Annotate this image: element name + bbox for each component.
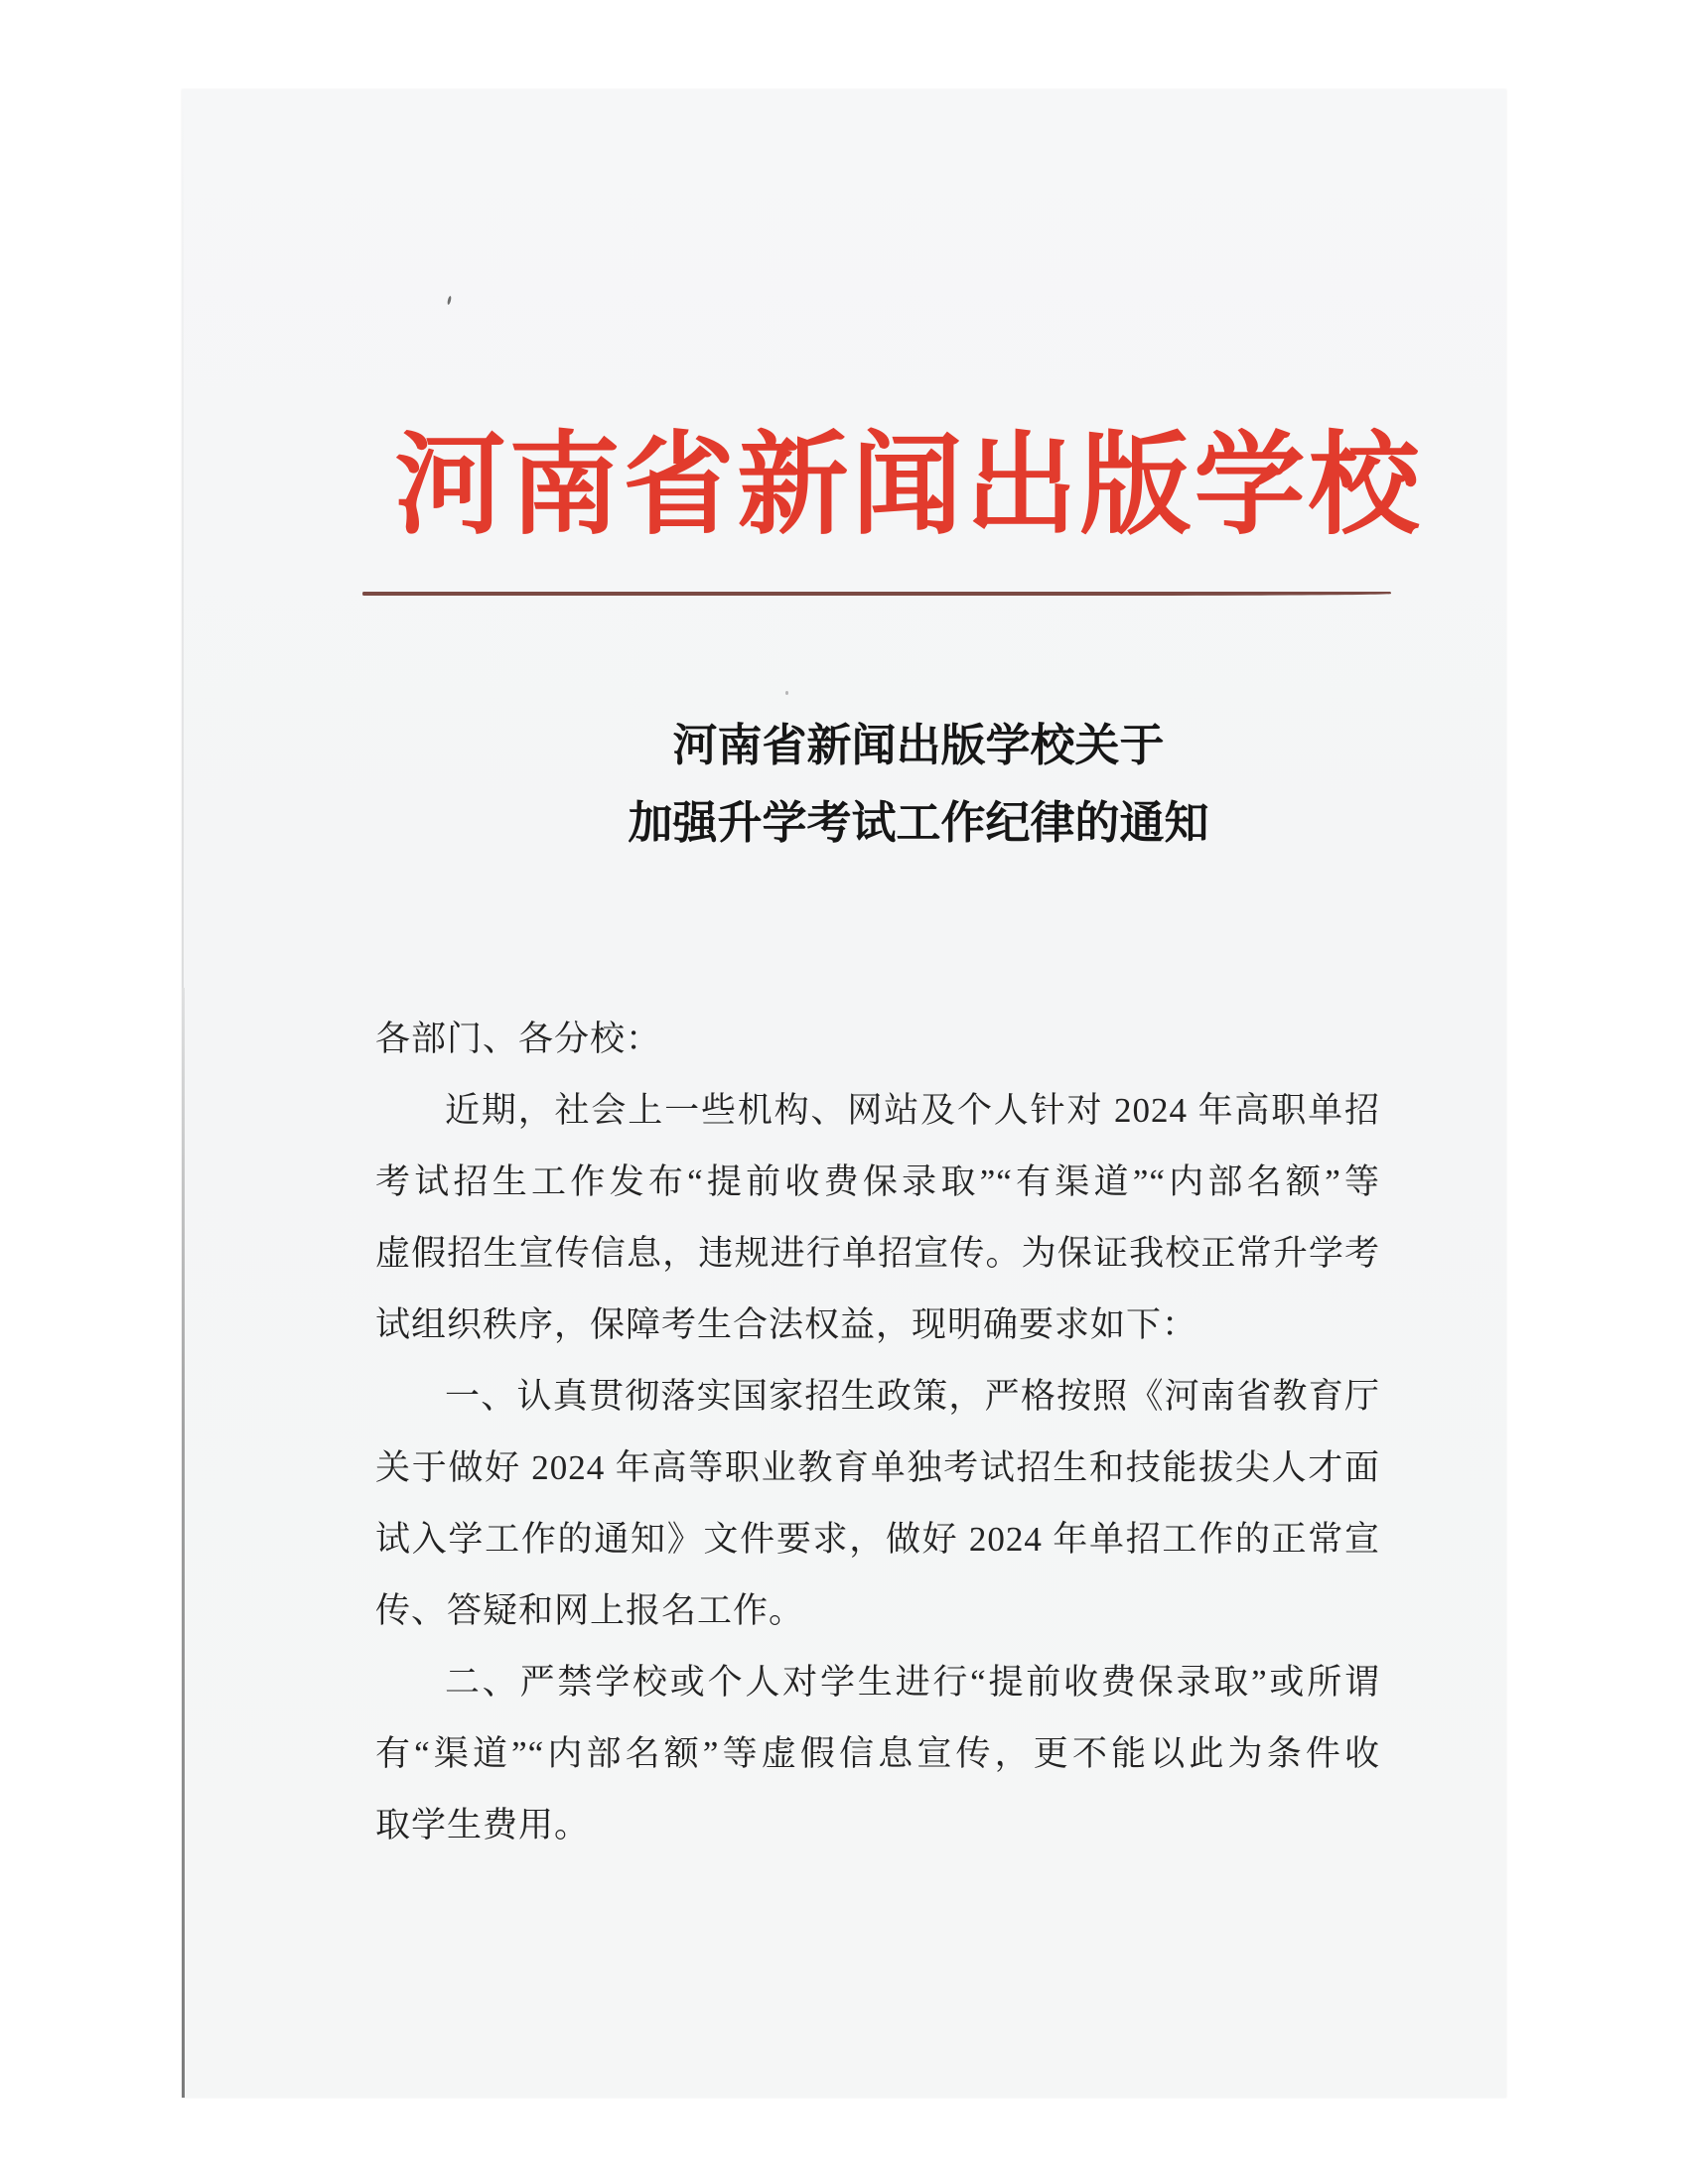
body-line: 取学生费用。 [375, 1806, 591, 1844]
document-title [182, 707, 1506, 862]
document-title-line-1: 河南省新闻出版学校关于 [672, 721, 1165, 770]
document-body [375, 1004, 1380, 1861]
scan-speck [447, 296, 452, 305]
document-page [182, 89, 1506, 2098]
letterhead-rule [362, 592, 1391, 596]
letterhead-school-name: 河南省新闻出版学校 [394, 425, 1423, 548]
body-line: 近期，社会上一些机构、网站及个人针对 2024 年高职单招 [445, 1091, 1380, 1130]
body-line: 虚假招生宣传信息，违规进行单招宣传。为保证我校正常升学考 [375, 1234, 1380, 1273]
paper-edge-shadow [182, 89, 184, 988]
salutation-line: 各部门、各分校： [375, 1020, 662, 1058]
body-line: 一、认真贯彻落实国家招生政策，严格按照《河南省教育厅 [445, 1377, 1380, 1416]
paper-edge-shadow [182, 988, 185, 2098]
document-title-line-2: 加强升学考试工作纪律的通知 [628, 798, 1209, 848]
scan-speck [785, 691, 788, 695]
body-line: 试组织秩序，保障考生合法权益，现明确要求如下： [375, 1305, 1198, 1344]
body-line: 试入学工作的通知》文件要求，做好 2024 年单招工作的正常宣 [375, 1520, 1380, 1559]
body-line: 二、严禁学校或个人对学生进行“提前收费保录取”或所谓 [445, 1663, 1380, 1702]
body-line: 有“渠道”“内部名额”等虚假信息宣传，更不能以此为条件收 [375, 1734, 1380, 1773]
body-line: 传、答疑和网上报名工作。 [375, 1591, 805, 1630]
body-line: 关于做好 2024 年高等职业教育单独考试招生和技能拔尖人才面 [375, 1448, 1380, 1487]
body-line: 考试招生工作发布“提前收费保录取”“有渠道”“内部名额”等 [375, 1162, 1380, 1201]
